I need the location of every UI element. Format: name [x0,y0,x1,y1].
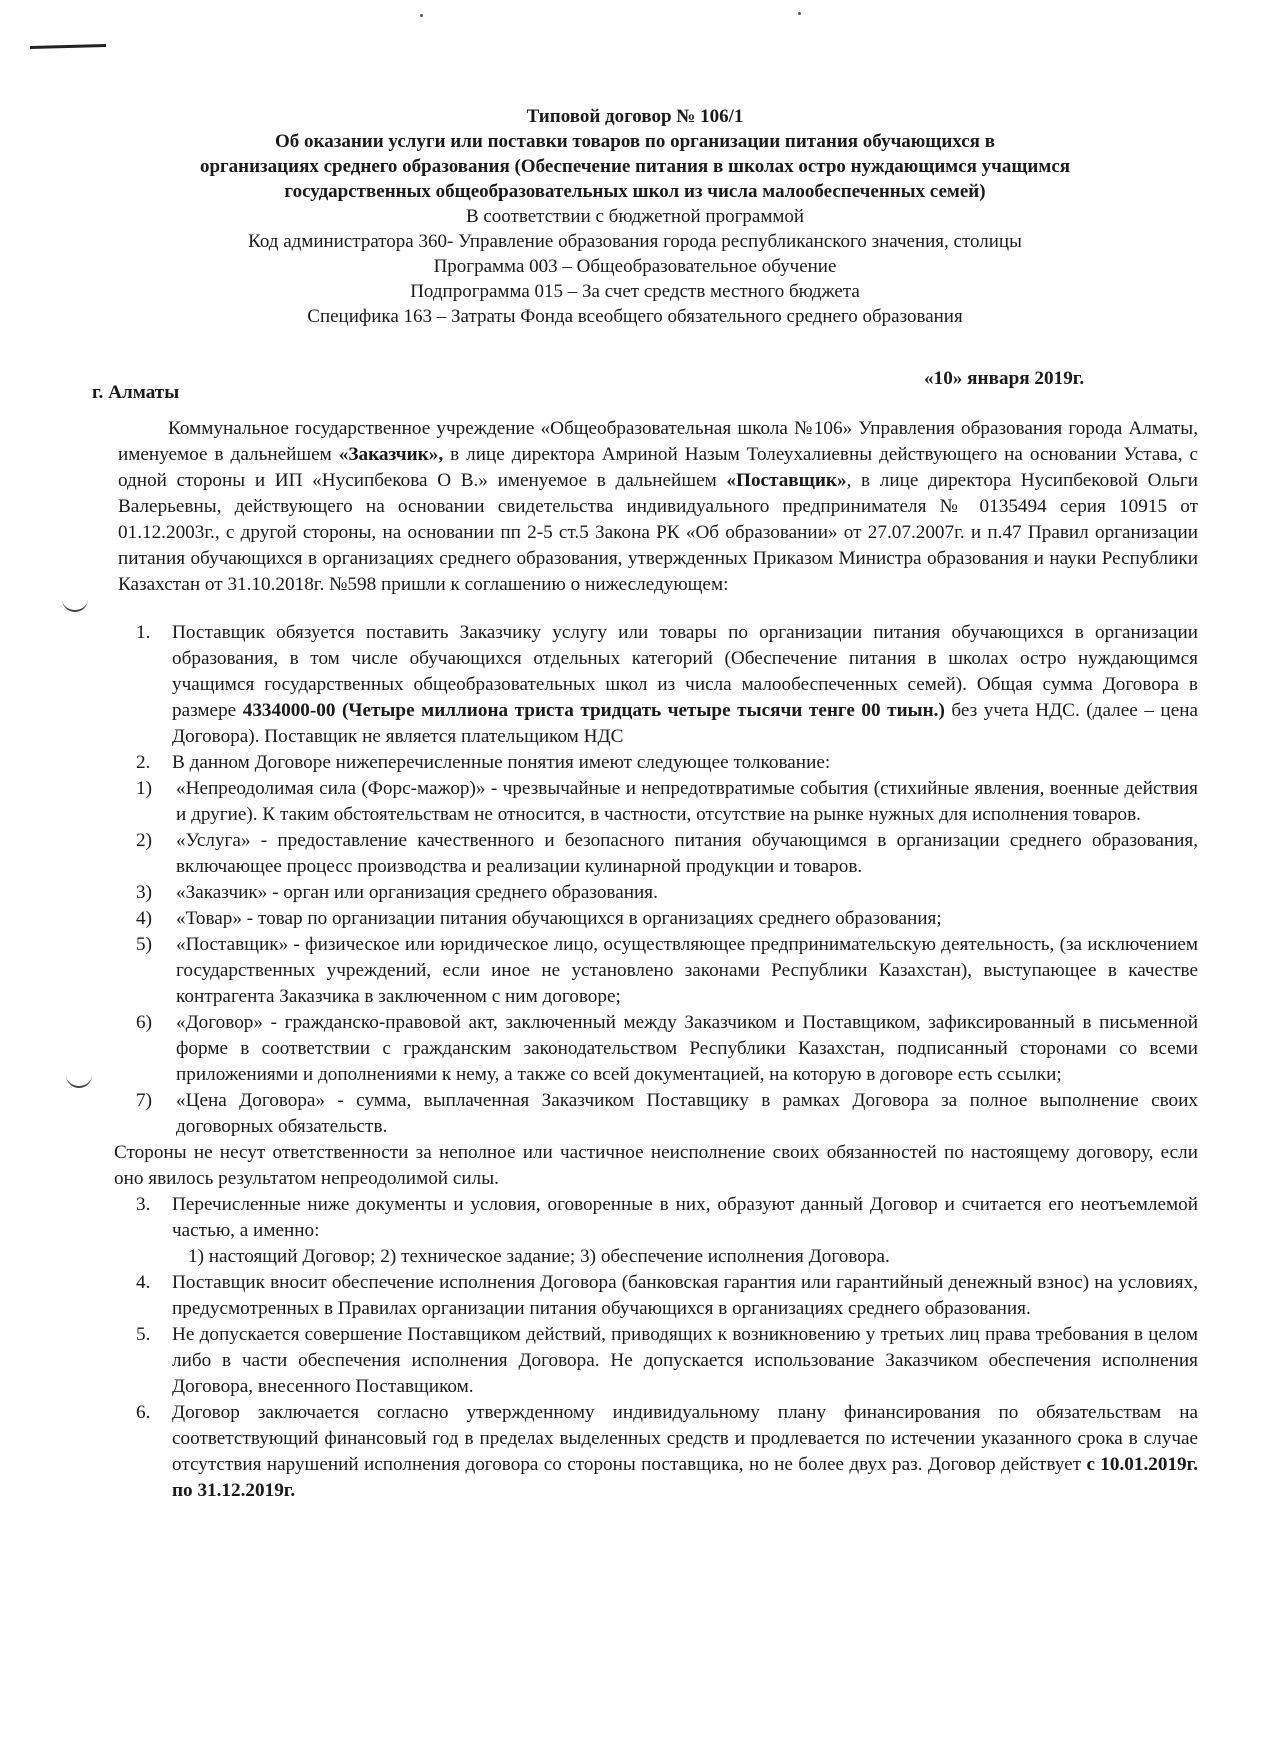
hole-punch-mark [62,598,88,612]
definition-text: «Услуга» - предоставление качественного и безопасного питания обучающимся в организации среднего образования, включающее процесс производства и реализации кулинарной продукции и товаров. [176,830,1198,877]
contract-amount: 4334000-00 (Четыре миллиона триста тридцать четыре тысячи тенге 00 тиын.) [242,700,945,721]
scan-mark-dash [30,44,106,49]
definition-number: 4) [136,908,152,929]
scan-dot [420,14,423,17]
definition-item [118,1010,1198,1088]
clause-3-documents: 1) настоящий Договор; 2) техническое задание; 3) обеспечение исполнения Договора. [188,1246,890,1267]
supplier-term: «Поставщик» [726,470,847,491]
clause-text: Поставщик обязуется поставить Заказчику услугу или товары по организации питания обучающихся в организации образования, в том числе обучающихся отдельных категорий (Обеспечение питания в школах остро нуждающимся учащимся государственных общеобразовательных школ из числа малообеспеченных семей). Общая сумма Договора в размере [172,622,1198,721]
document-title: Типовой договор № 106/1 [526,106,744,127]
specifics-line: Специфика 163 – Затраты Фонда всеобщего обязательного среднего образования [307,306,963,327]
definition-number: 3) [136,882,152,903]
contract-date: «10» января 2019г. [924,368,1085,389]
clause-number: 4. [136,1272,151,1293]
clause-6 [118,1400,1198,1504]
hole-punch-mark [66,1074,92,1088]
definition-text: «Заказчик» - орган или организация среднего образования. [176,882,658,903]
clause-4 [118,1270,1198,1322]
preamble-text: Коммунальное государственное учреждение «Общеобразовательная школа №106» Управления образования города Алматы, именуемое в дальнейшем [118,418,1198,465]
program-line: Программа 003 – Общеобразовательное обучение [433,256,837,277]
preamble [118,416,1198,598]
definition-number: 1) [136,778,152,799]
definition-item [118,776,1198,828]
definition-text: «Договор» - гражданско-правовой акт, заключенный между Заказчиком и Поставщиком, зафиксированный в письменной форме в соответствии с гражданским законодательством Республики Казахстан, подписанный сторонами со всеми приложениями и дополнениями к нему, а также со всей документацией, на которую в договоре есть ссылки; [176,1012,1198,1085]
definition-text: «Поставщик» - физическое или юридическое лицо, осуществляющее предпринимательскую деятельность, (за исключением государственных учреждений, если иное не установлено законами Республики Казахстан), выступающее в качестве контрагента Заказчика в заключенном с ним договоре; [176,934,1198,1007]
definition-number: 2) [136,830,152,851]
preamble-text: в лице директора Амриной Назым Толеухалиевны действующего на основании Устава, с одной стороны и ИП «Нусипбекова О В.» именуемое в дальнейшем [118,444,1198,491]
definition-number: 7) [136,1090,152,1111]
clause-text: Поставщик вносит обеспечение исполнения Договора (банковская гарантия или гарантийный денежный взнос) на условиях, предусмотренных в Правилах организации питания обучающихся в организациях среднего образования. [172,1272,1198,1319]
clause-text: Перечисленные ниже документы и условия, оговоренные в них, образуют данный Договор и считается его неотъемлемой частью, а именно: [172,1194,1198,1241]
definition-number: 6) [136,1012,152,1033]
definition-item [118,880,1198,906]
clause-text: Не допускается совершение Поставщиком действий, приводящих к возникновению у третьих лиц права требования в целом либо в части обеспечения исполнения Договора. Не допускается использование Заказчиком обеспечения исполнения Договора, внесенного Поставщиком. [172,1324,1198,1397]
clause-number: 1. [136,622,151,643]
definition-item [118,1088,1198,1140]
clause-text: без учета НДС. (далее – цена Договора). Поставщик не является плательщиком НДС [172,700,1198,747]
budget-program-line: В соответствии с бюджетной программой [465,206,805,227]
definition-item [118,906,1198,932]
clause-5 [118,1322,1198,1400]
preamble-text: , в лице директора Нусипбековой Ольги Валерьевны, действующего на основании свидетельства индивидуального предпринимателя № 0135494 серия 10915 от 01.12.2003г., с другой стороны, на основании пп 2-5 ст.5 Закона РК «Об образовании» от 27.07.2007г. и п.47 Правил организации питания обучающихся в организациях среднего образования, утвержденных Приказом Министра образования и науки Республики Казахстан от 31.10.2018г. №598 пришли к соглашению о нижеследующем: [118,470,1198,595]
definition-text: «Товар» - товар по организации питания обучающихся в организациях среднего образования; [176,908,942,929]
clause-number: 2. [136,752,151,773]
clause-text: Договор заключается согласно утвержденному индивидуальному плану финансирования по обязательствам на соответствующий финансовый год в пределах выделенных средств и продлевается по истечении указанного срока в случае отсутствия нарушений исполнения договора со стороны поставщика, но не более двух раз. Договор действует [172,1402,1198,1475]
clause-3 [118,1192,1198,1244]
clause-1 [118,620,1198,750]
definition-item [118,828,1198,880]
customer-term: «Заказчик», [338,444,444,465]
contract-place: г. Алматы [92,382,180,403]
definitions-list [118,776,1198,1140]
contract-body [114,416,1198,1504]
document-subject-line: Об оказании услуги или поставки товаров по организации питания обучающихся в [275,131,995,152]
definition-number: 5) [136,934,152,955]
document-subject-line: государственных общеобразовательных школ из числа малообеспеченных семей) [284,181,986,202]
definition-text: «Непреодолимая сила (Форс-мажор)» - чрезвычайные и непредотвратимые события (стихийные явления, военные действия и другие). К таким обстоятельствам не относится, в частности, отсутствие на рынке нужных для исполнения товаров. [176,778,1198,825]
document-subject-line: организациях среднего образования (Обеспечение питания в школах остро нуждающимся учащимся [199,156,1071,177]
scan-dot [798,12,801,15]
clause-2 [118,750,1198,776]
clause-number: 5. [136,1324,151,1345]
definition-text: «Цена Договора» - сумма, выплаченная Заказчиком Поставщику в рамках Договора за полное выполнение своих договорных обязательств. [176,1090,1198,1137]
definition-item [118,932,1198,1010]
subprogram-line: Подпрограмма 015 – За счет средств местного бюджета [410,281,860,302]
contract-period: с 10.01.2019г. по 31.12.2019г. [172,1454,1198,1501]
clause-number: 6. [136,1402,151,1423]
force-majeure-note: Стороны не несут ответственности за неполное или частичное неисполнение своих обязанностей по настоящему договору, если оно явилось результатом непреодолимой силы. [114,1142,1198,1189]
clause-text: В данном Договоре нижеперечисленные понятия имеют следующее толкование: [172,752,831,773]
document-header [80,104,1190,329]
admin-code-line: Код администратора 360- Управление образования города республиканского значения, столицы [248,231,1022,252]
clause-number: 3. [136,1194,151,1215]
